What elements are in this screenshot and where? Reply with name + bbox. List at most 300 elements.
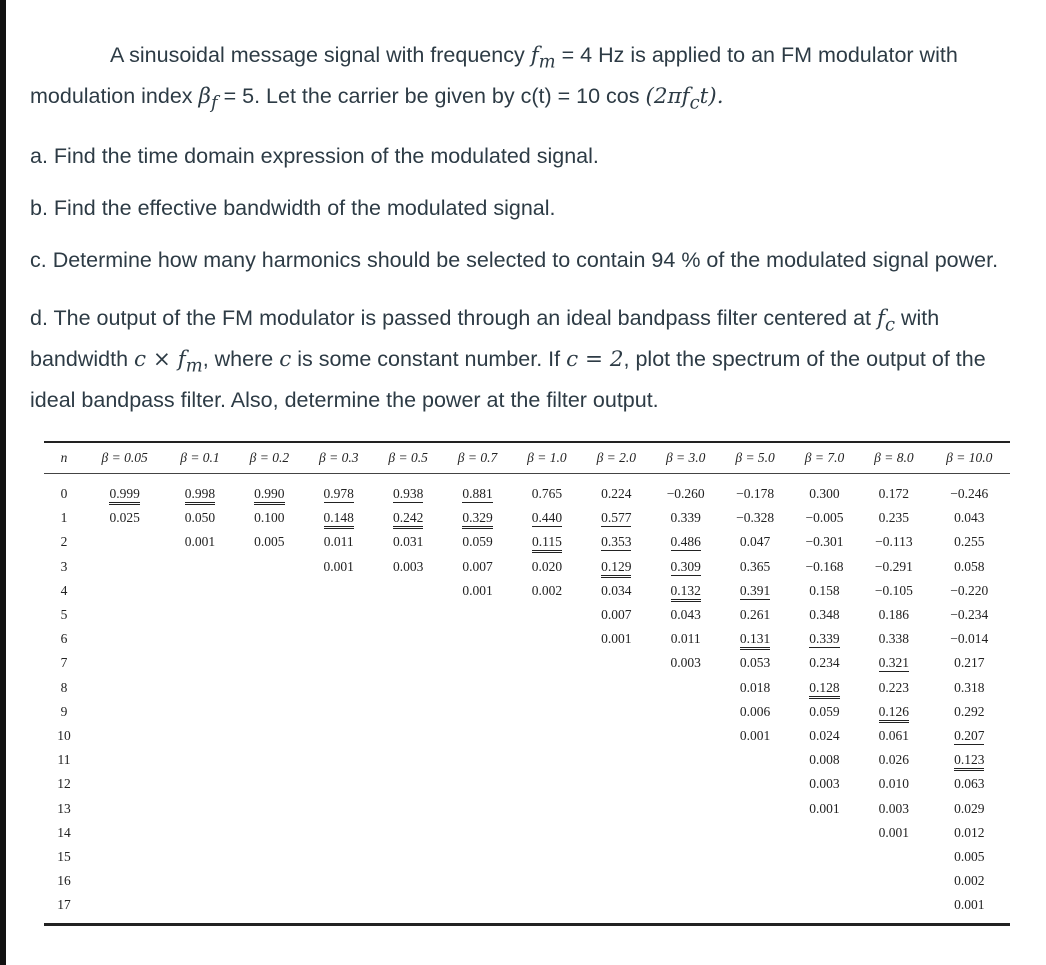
table-cell [651, 796, 720, 820]
cell-value: 0.031 [392, 534, 424, 550]
table-cell [720, 651, 789, 675]
cell-value: 0.126 [879, 704, 909, 723]
cell-value: 0.978 [323, 486, 354, 502]
table-cell [790, 530, 859, 554]
cell-value: 0.765 [531, 486, 563, 502]
cell-value: −0.105 [874, 582, 913, 598]
table-cell [235, 579, 304, 603]
cell-value: −0.234 [950, 607, 989, 623]
table-cell [443, 748, 512, 772]
table-cell [235, 821, 304, 845]
table-cell [582, 555, 651, 579]
table-cell [84, 724, 165, 748]
table-row [44, 869, 1010, 893]
header-beta: β = 0.5 [388, 450, 428, 465]
cell-value: 0.007 [462, 558, 493, 574]
table-cell [373, 772, 442, 796]
cell-value: −0.220 [950, 582, 989, 598]
table-cell [720, 700, 789, 724]
header-beta: β = 5.0 [735, 450, 775, 465]
table-cell [859, 796, 928, 820]
table-cell [165, 845, 234, 869]
header-beta: β = 0.7 [457, 450, 498, 465]
row-index: 0 [60, 486, 68, 502]
table-cell [859, 700, 928, 724]
table-cell [512, 506, 581, 530]
header-beta: β = 3.0 [665, 450, 706, 465]
table-cell [512, 796, 581, 820]
table-cell [651, 821, 720, 845]
table-cell [720, 869, 789, 893]
table-cell [373, 579, 442, 603]
table-cell [443, 651, 512, 675]
cell-value: 0.005 [954, 848, 985, 864]
table-cell [235, 724, 304, 748]
table-cell [84, 530, 165, 554]
table-cell [165, 893, 234, 925]
table-cell [373, 603, 442, 627]
table-cell [84, 796, 165, 820]
table-cell [651, 869, 720, 893]
header-beta: β = 10.0 [946, 450, 993, 465]
table-cell [512, 772, 581, 796]
table-cell [859, 474, 928, 507]
table-cell [651, 474, 720, 507]
cell-value: 0.261 [739, 607, 771, 623]
table-cell [929, 748, 1010, 772]
row-index: 8 [60, 679, 68, 695]
cell-value: 0.018 [739, 679, 771, 695]
table-row [44, 845, 1010, 869]
cell-value: 0.050 [184, 510, 216, 526]
table-cell [651, 748, 720, 772]
cell-value: 0.003 [392, 558, 424, 574]
table-cell [651, 676, 720, 700]
cell-value: 0.061 [878, 727, 910, 743]
cell-value: 0.024 [809, 727, 840, 743]
cell-value: 0.235 [878, 510, 910, 526]
cell-value: 0.339 [809, 631, 840, 647]
table-cell [84, 603, 165, 627]
table-cell [304, 724, 373, 748]
table-cell [512, 530, 581, 554]
table-cell [84, 627, 165, 651]
table-cell [790, 893, 859, 925]
table-cell [165, 676, 234, 700]
table-cell [443, 555, 512, 579]
table-cell [373, 700, 442, 724]
cell-value: 0.486 [670, 534, 701, 550]
table-cell [443, 845, 512, 869]
cell-value: 0.158 [809, 582, 840, 598]
table-cell [84, 555, 165, 579]
table-cell [443, 579, 512, 603]
table-cell [373, 845, 442, 869]
cell-value: 0.207 [954, 727, 985, 743]
cell-value: 0.321 [878, 655, 910, 671]
cell-value: 0.011 [670, 631, 701, 647]
table-cell [235, 796, 304, 820]
table-row [44, 530, 1010, 554]
table-cell [582, 474, 651, 507]
cell-value: −0.113 [875, 534, 913, 550]
table-cell [512, 724, 581, 748]
table-cell [720, 474, 789, 507]
table-cell [929, 772, 1010, 796]
table-cell [651, 555, 720, 579]
table-cell [235, 700, 304, 724]
table-cell [582, 676, 651, 700]
cell-value: 0.059 [809, 703, 840, 719]
table-cell [582, 821, 651, 845]
table-cell [512, 869, 581, 893]
table-row [44, 796, 1010, 820]
table-cell [929, 796, 1010, 820]
table-cell [790, 700, 859, 724]
cell-value: −0.168 [805, 558, 844, 574]
header-beta: β = 0.05 [101, 450, 148, 465]
row-index: 5 [60, 607, 68, 623]
table-cell [582, 603, 651, 627]
cell-value: 0.881 [462, 486, 493, 502]
table-cell [443, 627, 512, 651]
table-cell [443, 603, 512, 627]
cell-value: 0.034 [601, 582, 632, 598]
cell-value: 0.012 [954, 824, 985, 840]
cell-value: 0.577 [601, 510, 632, 526]
table-cell [859, 603, 928, 627]
table-body [44, 474, 1010, 925]
table-cell [790, 651, 859, 675]
table-cell [582, 700, 651, 724]
table-cell [720, 627, 789, 651]
table-cell [373, 676, 442, 700]
cell-value: −0.291 [874, 558, 913, 574]
table-cell [929, 869, 1010, 893]
table-cell [859, 555, 928, 579]
header-beta: β = 0.2 [249, 450, 290, 465]
cell-value: 0.063 [954, 776, 985, 792]
table-header-row [44, 442, 1010, 474]
row-index: 3 [60, 558, 68, 574]
table-cell [304, 821, 373, 845]
table-cell [790, 869, 859, 893]
table-row [44, 700, 1010, 724]
table-row [44, 748, 1010, 772]
table-cell [720, 555, 789, 579]
table-cell [443, 724, 512, 748]
cell-value: 0.011 [323, 534, 354, 550]
table-cell [582, 530, 651, 554]
cell-value: 0.255 [954, 534, 985, 550]
cell-value: 0.001 [739, 727, 771, 743]
table-cell [165, 700, 234, 724]
cell-value: 0.998 [185, 486, 215, 505]
table-cell [929, 603, 1010, 627]
table-cell [582, 869, 651, 893]
table-cell [929, 676, 1010, 700]
table-cell [929, 506, 1010, 530]
header-beta: β = 7.0 [804, 450, 845, 465]
table-cell [929, 821, 1010, 845]
table-cell [720, 603, 789, 627]
cell-value: 0.131 [740, 631, 770, 650]
table-cell [235, 474, 304, 507]
table-cell [929, 893, 1010, 925]
table-cell [84, 845, 165, 869]
table-cell [235, 845, 304, 869]
table-cell [443, 676, 512, 700]
cell-value: 0.058 [954, 558, 985, 574]
cell-value: 0.132 [671, 583, 701, 602]
table-cell [651, 772, 720, 796]
cell-value: −0.301 [805, 534, 844, 550]
table-cell [84, 821, 165, 845]
table-cell [165, 724, 234, 748]
row-index: 4 [60, 582, 68, 598]
table-cell [84, 579, 165, 603]
cell-value: −0.178 [736, 486, 775, 502]
cell-value: 0.002 [954, 873, 985, 889]
table-cell [790, 821, 859, 845]
table-cell [859, 651, 928, 675]
table-cell [859, 724, 928, 748]
cell-value: 0.043 [954, 510, 985, 526]
table-cell [304, 700, 373, 724]
table-cell [859, 772, 928, 796]
header-beta: β = 0.3 [319, 450, 359, 465]
cell-value: 0.053 [739, 655, 771, 671]
table-cell [859, 869, 928, 893]
table-cell [651, 724, 720, 748]
left-border [0, 0, 6, 965]
table-cell [373, 506, 442, 530]
table-row [44, 603, 1010, 627]
cell-value: 0.440 [531, 510, 563, 526]
cell-value: 0.115 [532, 534, 562, 553]
cell-value: 0.217 [954, 655, 985, 671]
header-beta: β = 2.0 [596, 450, 637, 465]
table-cell [582, 724, 651, 748]
cell-value: 0.999 [109, 486, 139, 505]
table-cell [443, 530, 512, 554]
table-cell [84, 676, 165, 700]
cell-value: 0.148 [324, 510, 354, 529]
table-cell [443, 474, 512, 507]
table-cell [651, 845, 720, 869]
table-cell [651, 579, 720, 603]
cell-value: 0.001 [954, 897, 985, 913]
table-cell [720, 748, 789, 772]
row-index: 11 [57, 752, 71, 768]
table-cell [929, 724, 1010, 748]
table-cell [235, 869, 304, 893]
row-index: 2 [60, 534, 68, 550]
table-cell [304, 579, 373, 603]
table-cell [373, 555, 442, 579]
table-cell [235, 893, 304, 925]
row-index: 15 [57, 848, 71, 864]
table-cell [443, 869, 512, 893]
cell-value: 0.338 [878, 631, 910, 647]
table-cell [304, 796, 373, 820]
table-cell [165, 748, 234, 772]
table-cell [512, 579, 581, 603]
cell-value: 0.129 [601, 559, 631, 578]
cell-value: 0.003 [670, 655, 701, 671]
cell-value: 0.365 [739, 558, 771, 574]
table-cell [235, 676, 304, 700]
table-cell [790, 772, 859, 796]
table-cell [582, 748, 651, 772]
table-cell [512, 555, 581, 579]
table-cell [720, 676, 789, 700]
table-cell [512, 821, 581, 845]
cell-value: 0.123 [954, 752, 984, 771]
table-cell [165, 869, 234, 893]
table-cell [582, 651, 651, 675]
table-cell [512, 676, 581, 700]
cell-value: 0.047 [739, 534, 771, 550]
table-cell [304, 530, 373, 554]
table-cell [235, 506, 304, 530]
table-cell [651, 603, 720, 627]
row-index: 10 [57, 727, 71, 743]
table-cell [373, 627, 442, 651]
table-cell [929, 845, 1010, 869]
cell-value: 0.001 [601, 631, 632, 647]
table-cell [84, 506, 165, 530]
cell-value: 0.391 [739, 582, 771, 598]
table-cell [790, 474, 859, 507]
table-cell [720, 796, 789, 820]
table-cell [582, 796, 651, 820]
cell-value: 0.002 [531, 582, 563, 598]
table-cell [720, 579, 789, 603]
cell-value: 0.003 [878, 800, 910, 816]
table-cell [235, 651, 304, 675]
table-cell [512, 893, 581, 925]
table-cell [165, 796, 234, 820]
table-cell [720, 772, 789, 796]
table-cell [165, 821, 234, 845]
table-cell [84, 474, 165, 507]
question-d: d. The output of the FM modulator is passed through an ideal bandpass filter centered at $f_c$ with bandwidth $c \times f_m$, where c is some constant number. If c = 2, plot the spectrum of the output of the ideal bandpass filter. Also, determine the power at the filter output. [30, 305, 986, 413]
row-index: 14 [57, 824, 71, 840]
table-cell [165, 603, 234, 627]
table-cell [373, 796, 442, 820]
cell-value: 0.292 [954, 703, 985, 719]
table-cell [84, 748, 165, 772]
table-cell [304, 474, 373, 507]
table-cell [859, 893, 928, 925]
table-cell [790, 627, 859, 651]
cell-value: 0.043 [670, 607, 701, 623]
table-cell [304, 845, 373, 869]
table-cell [373, 748, 442, 772]
table-cell [443, 772, 512, 796]
cell-value: 0.309 [670, 558, 701, 574]
table-cell [720, 506, 789, 530]
table-cell [304, 772, 373, 796]
table-cell [790, 748, 859, 772]
table-cell [84, 651, 165, 675]
table-cell [304, 676, 373, 700]
cell-value: 0.003 [809, 776, 840, 792]
cell-value: 0.010 [878, 776, 910, 792]
table-cell [929, 530, 1010, 554]
table-cell [373, 893, 442, 925]
table-cell [512, 748, 581, 772]
cell-value: 0.128 [809, 680, 839, 699]
problem-intro: A sinusoidal message signal with frequency $f_m = 4$ Hz is applied to an FM modulator with modulation index $\beta_f = 5$. Let the carrier be given by c(t) = 10 $\cos (2\pi f_ct)$. [30, 43, 958, 114]
table-cell [235, 555, 304, 579]
question-b: b. Find the effective bandwidth of the modulated signal. [30, 195, 556, 220]
table-cell [373, 530, 442, 554]
table-cell [582, 893, 651, 925]
cell-value: 0.059 [462, 534, 493, 550]
table-cell [84, 700, 165, 724]
cell-value: 0.005 [254, 534, 285, 550]
table-cell [651, 700, 720, 724]
cell-value: 0.938 [392, 486, 424, 502]
table-cell [790, 845, 859, 869]
table-cell [929, 579, 1010, 603]
table-cell [373, 474, 442, 507]
row-index: 1 [60, 510, 68, 526]
cell-value: 0.318 [954, 679, 985, 695]
table-cell [443, 893, 512, 925]
table-cell [373, 724, 442, 748]
table-row [44, 627, 1010, 651]
table-cell [84, 869, 165, 893]
cell-value: 0.001 [323, 558, 354, 574]
table-row [44, 506, 1010, 530]
table-cell [651, 893, 720, 925]
table-cell [859, 845, 928, 869]
header-beta: β = 1.0 [527, 450, 567, 465]
table-cell [859, 821, 928, 845]
cell-value: 0.339 [670, 510, 701, 526]
cell-value: 0.186 [878, 607, 910, 623]
table-cell [720, 530, 789, 554]
problem-statement [30, 38, 1020, 417]
table-row [44, 555, 1010, 579]
table-cell [720, 893, 789, 925]
table-cell [235, 530, 304, 554]
table-cell [790, 603, 859, 627]
table-cell [720, 724, 789, 748]
table-cell [304, 748, 373, 772]
table-cell [373, 869, 442, 893]
cell-value: −0.328 [736, 510, 775, 526]
table-cell [859, 579, 928, 603]
table-cell [512, 700, 581, 724]
cell-value: 0.001 [878, 824, 910, 840]
table-cell [373, 821, 442, 845]
table-cell [859, 530, 928, 554]
row-index: 17 [57, 897, 71, 913]
header-beta: β = 0.1 [180, 450, 220, 465]
table-cell [304, 555, 373, 579]
table-cell [582, 627, 651, 651]
question-a: a. Find the time domain expression of the modulated signal. [30, 143, 599, 168]
cell-value: 0.172 [878, 486, 910, 502]
table-cell [84, 893, 165, 925]
table-cell [790, 579, 859, 603]
table-cell [859, 676, 928, 700]
table-cell [651, 627, 720, 651]
